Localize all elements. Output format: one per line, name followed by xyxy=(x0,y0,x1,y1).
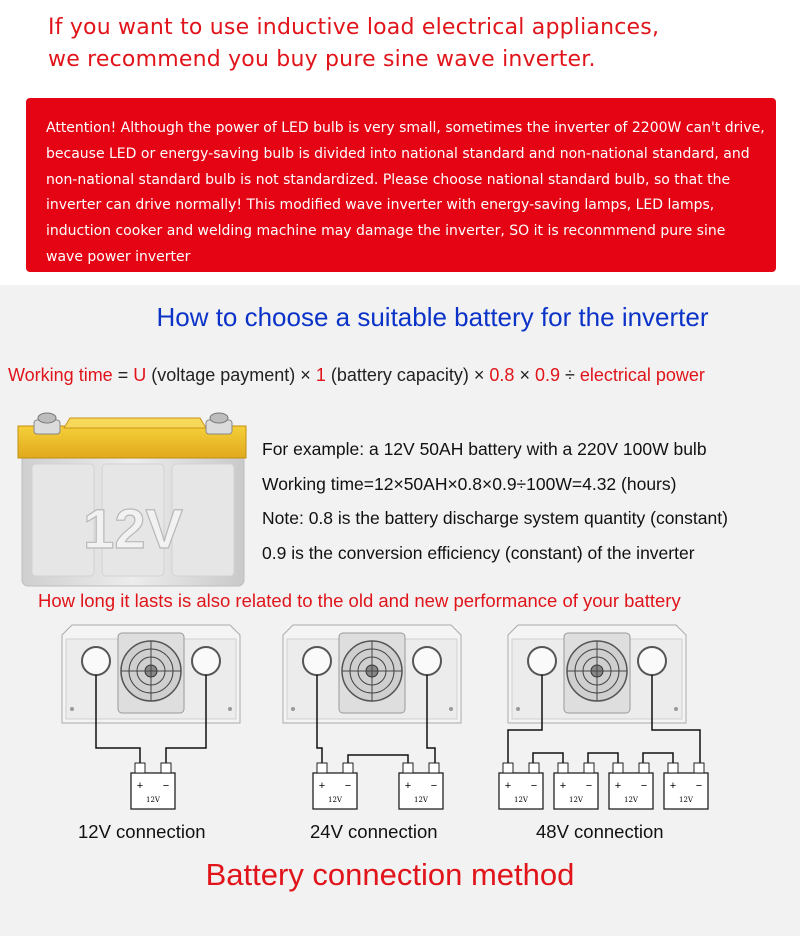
attention-text: Attention! Although the power of LED bulb is very small, sometimes the inverter of 2200W can't drive, because LED or energy-saving bulb is divided into national standard and non-national standard, and non-national standard bulb is not standardized. Please choose national standard bulb, so that the inverter can drive normally! This modified wave inverter with energy-saving lamps, LED lamps, induction cooker and welding machine may damage the inverter, SO it is reconmmend pure sine wave power inverter xyxy=(46,120,765,265)
headline xyxy=(48,12,659,76)
battery-voltage-label: 12V xyxy=(83,497,183,560)
formula-part: U xyxy=(133,365,147,385)
terminal-minus: − xyxy=(530,780,538,792)
terminal-minus: − xyxy=(162,780,170,792)
battery-label: 12V xyxy=(328,796,342,804)
battery-connection-method-title: Battery connection method xyxy=(205,857,575,892)
inverter-48v xyxy=(508,625,686,723)
inverter-12v xyxy=(62,625,240,723)
example-line: Note: 0.8 is the battery discharge system quantity (constant) xyxy=(262,508,728,528)
battery-age-note: How long it lasts is also related to the old and new performance of your battery xyxy=(38,590,681,611)
working-time-formula xyxy=(8,365,705,386)
terminal-plus: + xyxy=(136,780,144,792)
terminal-plus: + xyxy=(614,780,622,792)
terminal-plus: + xyxy=(559,780,567,792)
battery-label: 12V xyxy=(569,796,583,804)
battery-48v-4 xyxy=(664,763,708,809)
terminal-minus: − xyxy=(585,780,593,792)
example-line: For example: a 12V 50AH battery with a 220V 100W bulb xyxy=(262,439,707,459)
formula-part: (battery capacity) × xyxy=(325,365,490,385)
headline-line-1: If you want to use inductive load electrical appliances, xyxy=(48,15,660,40)
battery-illustration xyxy=(10,396,250,592)
battery-12v-1 xyxy=(131,763,175,809)
terminal-plus: + xyxy=(669,780,677,792)
terminal-plus: + xyxy=(318,780,326,792)
battery-label: 12V xyxy=(514,796,528,804)
inverter-24v xyxy=(283,625,461,723)
terminal-plus: + xyxy=(504,780,512,792)
battery-24v-1 xyxy=(313,763,357,809)
battery-24v-2 xyxy=(399,763,443,809)
formula-part: electrical power xyxy=(579,365,705,385)
connection-diagrams xyxy=(0,615,800,825)
battery-label: 12V xyxy=(414,796,428,804)
caption-12v: 12V connection xyxy=(78,821,206,842)
battery-48v-1 xyxy=(499,763,543,809)
formula-part: ÷ xyxy=(559,365,580,385)
formula-part: 1 xyxy=(315,365,326,385)
formula-part: 0.8 xyxy=(489,365,515,385)
terminal-minus: − xyxy=(640,780,648,792)
terminal-minus: − xyxy=(344,780,352,792)
battery-label: 12V xyxy=(146,796,160,804)
battery-label: 12V xyxy=(679,796,693,804)
battery-48v-3 xyxy=(609,763,653,809)
headline-line-2: we recommend you buy pure sine wave inverter. xyxy=(48,47,596,72)
example-line: Working time=12×50AH×0.8×0.9÷100W=4.32 (hours) xyxy=(262,473,677,494)
formula-part: = xyxy=(112,365,134,385)
terminal-plus: + xyxy=(404,780,412,792)
caption-24v: 24V connection xyxy=(310,821,438,842)
formula-part: Working time xyxy=(8,365,113,385)
formula-part: (voltage payment) × xyxy=(146,365,316,385)
attention-box xyxy=(26,98,776,272)
terminal-minus: − xyxy=(430,780,438,792)
battery-48v-2 xyxy=(554,763,598,809)
battery-section-title: How to choose a suitable battery for the inverter xyxy=(156,302,709,332)
top-banner xyxy=(0,0,800,285)
battery-label: 12V xyxy=(624,796,638,804)
formula-part: 0.9 xyxy=(534,365,560,385)
example-line: 0.9 is the conversion efficiency (constant) of the inverter xyxy=(262,542,695,563)
caption-48v: 48V connection xyxy=(536,821,664,842)
formula-part: × xyxy=(514,365,535,385)
terminal-minus: − xyxy=(695,780,703,792)
example-block xyxy=(262,432,728,570)
